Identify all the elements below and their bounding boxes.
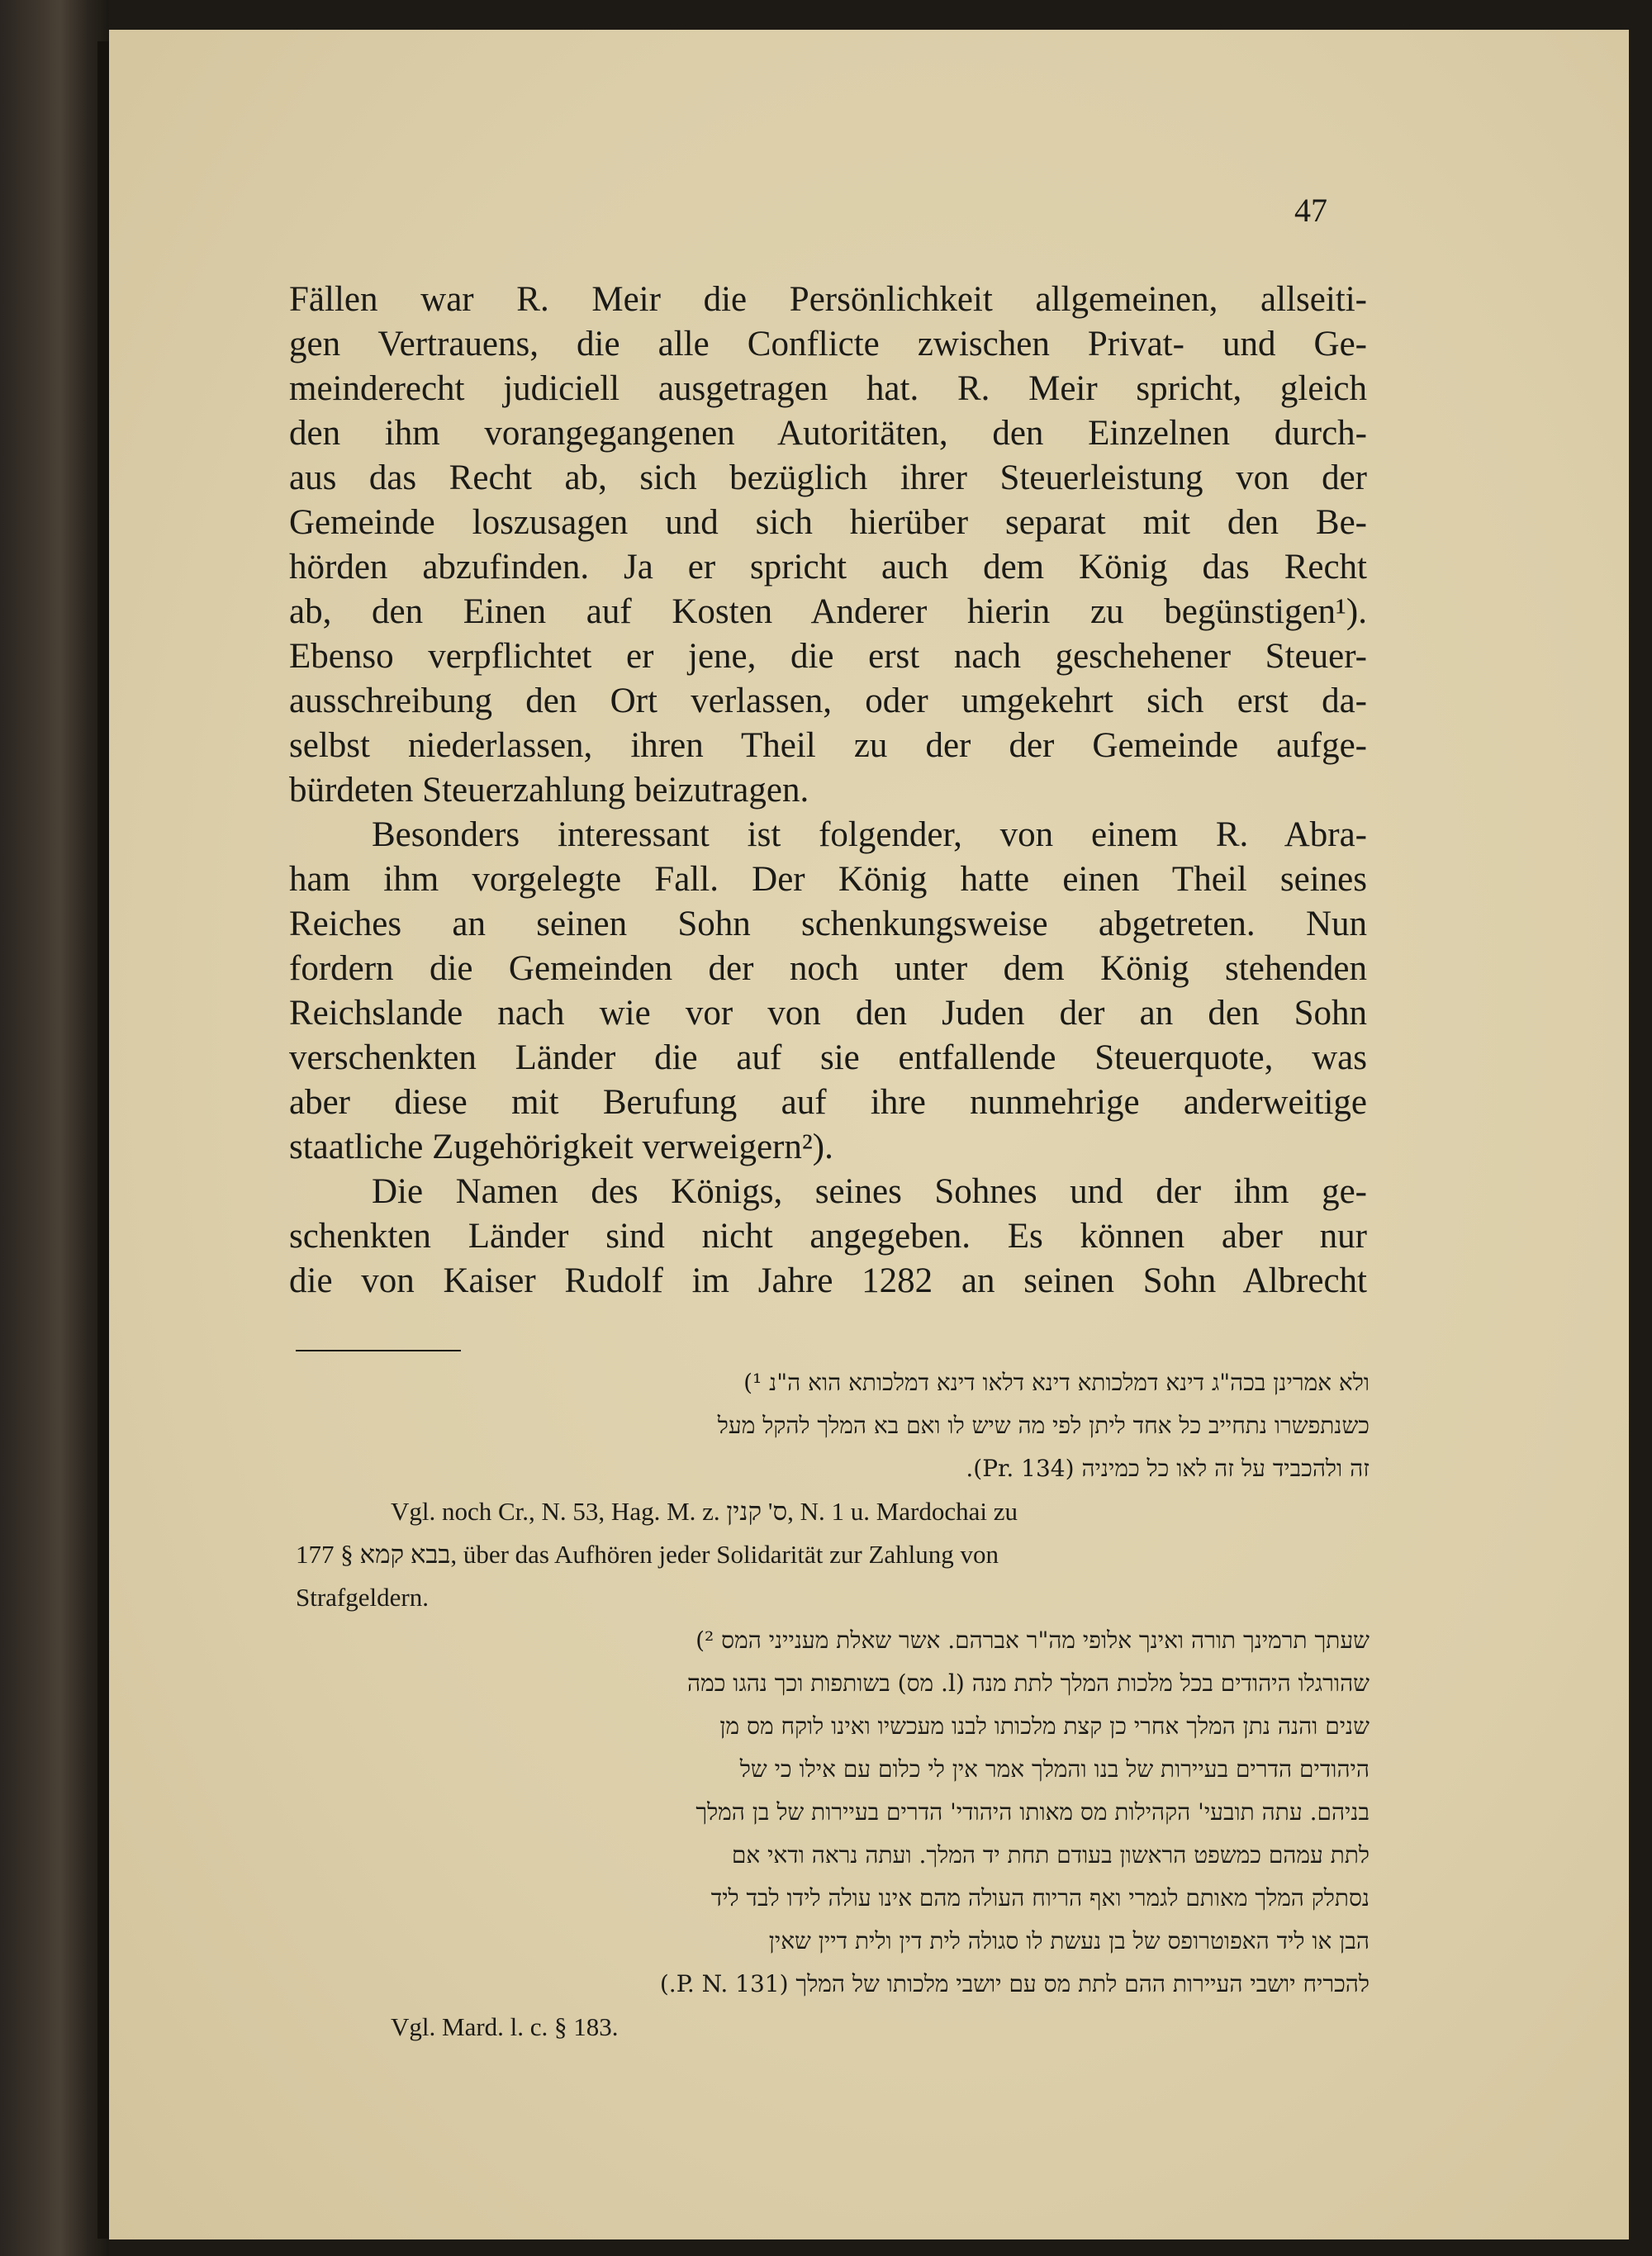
footnote-line: לתת עמהם כמשפט הראשון בעודם תחת יד המלך. ועתה נראה ודאי אם bbox=[731, 1841, 1370, 1869]
text-line: Ebenso verpflichtet er jene, die erst nach geschehener Steuer- bbox=[289, 637, 1367, 676]
footnote-reference: בבא קמא § 177, über das Aufhören jeder Solidarität zur Zahlung von bbox=[296, 1540, 999, 1569]
book-spine bbox=[0, 0, 109, 2256]
footnote-line: שנים והנה נתן המלך אחרי כן קצת מלכותו לבנו מעכשיו ואינו לוקח מס מן bbox=[719, 1712, 1370, 1740]
text-line: staatliche Zugehörigkeit verweigern²). bbox=[289, 1128, 833, 1166]
binding-edge bbox=[97, 41, 109, 2239]
text-line: den ihm vorangegangenen Autoritäten, den Einzelnen durch- bbox=[289, 414, 1367, 453]
footnote-reference: Vgl. noch Cr., N. 53, Hag. M. z. ס' קנין, N. 1 u. Mardochai zu bbox=[391, 1497, 1018, 1526]
footnote-line: ולא אמרינן בכה"ג דינא דמלכותא דינא דלאו דינא דמלכותא הוא ה"נ ¹) bbox=[743, 1369, 1370, 1396]
text-line: fordern die Gemeinden der noch unter dem König stehenden bbox=[289, 949, 1367, 988]
text-line: verschenkten Länder die auf sie entfallende Steuerquote, was bbox=[289, 1038, 1367, 1077]
footnote-line: הבן או ליד האפוטרופס של בן נעשת לו סגולה לית דין ולית דיין שאין bbox=[768, 1927, 1370, 1954]
page-number: 47 bbox=[1294, 192, 1327, 229]
text-line: selbst niederlassen, ihren Theil zu der der Gemeinde aufge- bbox=[289, 726, 1367, 765]
text-line: Reiches an seinen Sohn schenkungsweise abgetreten. Nun bbox=[289, 905, 1367, 943]
footnote-rule bbox=[296, 1350, 461, 1351]
text-line: die von Kaiser Rudolf im Jahre 1282 an seinen Sohn Albrecht bbox=[289, 1261, 1367, 1300]
text-line: Fällen war R. Meir die Persönlichkeit allgemeinen, allseiti- bbox=[289, 280, 1367, 319]
text-line: ab, den Einen auf Kosten Anderer hierin zu begünstigen¹). bbox=[289, 592, 1367, 631]
text-line: schenkten Länder sind nicht angegeben. Es können aber nur bbox=[289, 1217, 1367, 1256]
text-line: Reichslande nach wie vor von den Juden der an den Sohn bbox=[289, 994, 1367, 1033]
text-line: Gemeinde loszusagen und sich hierüber separat mit den Be- bbox=[289, 503, 1367, 542]
main-text bbox=[289, 278, 1367, 1304]
footnote-line: זה ולהכביד על זה לאו כל כמיניה (Pr. 134). bbox=[966, 1455, 1370, 1482]
text-line: gen Vertrauens, die alle Conflicte zwischen Privat- und Ge- bbox=[289, 325, 1367, 363]
text-line: meinderecht judiciell ausgetragen hat. R. Meir spricht, gleich bbox=[289, 369, 1367, 408]
footnotes bbox=[296, 1361, 1370, 2049]
footnote-line: שעתך תרמינך תורה ואינך אלופי מה"ר אברהם. אשר שאלת מענייני המס ²) bbox=[695, 1627, 1370, 1654]
text-line: hörden abzufinden. Ja er spricht auch dem König das Recht bbox=[289, 548, 1367, 587]
text-line: ham ihm vorgelegte Fall. Der König hatte einen Theil seines bbox=[289, 860, 1367, 899]
footnote-line: נסתלק המלך מאותם לגמרי ואף הריוח העולה מהם אינו עולה לידו לבד ליד bbox=[710, 1884, 1370, 1912]
text-line: Besonders interessant ist folgender, von einem R. Abra- bbox=[372, 815, 1367, 854]
footnote-line: שהורגלו היהודים בכל מלכות המלך לתת מנה (l. מס) בשותפות וכך נהגו כמה bbox=[687, 1669, 1370, 1697]
text-line: bürdeten Steuerzahlung beizutragen. bbox=[289, 771, 809, 810]
text-line: aber diese mit Berufung auf ihre nunmehrige anderweitige bbox=[289, 1083, 1367, 1122]
text-line: ausschreibung den Ort verlassen, oder umgekehrt sich erst da- bbox=[289, 682, 1367, 720]
text-line: Die Namen des Königs, seines Sohnes und der ihm ge- bbox=[372, 1172, 1367, 1211]
book-page bbox=[109, 30, 1629, 2239]
footnote-reference: Vgl. Mard. l. c. § 183. bbox=[391, 2012, 619, 2041]
footnote-line: בניהם. עתה תובעי' הקהילות מס מאותו היהודי' הדרים בעיירות של בן המלך bbox=[695, 1798, 1370, 1826]
footnote-line: להכריח יושבי העיירות ההם לתת מס עם יושבי מלכותו של המלך (P. N. 131.) bbox=[659, 1970, 1370, 1997]
text-line: aus das Recht ab, sich bezüglich ihrer Steuerleistung von der bbox=[289, 458, 1367, 497]
footnote-line: כשנתפשרו נתחייב כל אחד ליתן לפי מה שיש לו ואם בא המלך להקל מעל bbox=[717, 1412, 1370, 1439]
footnote-reference: Strafgeldern. bbox=[296, 1583, 429, 1612]
footnote-line: היהודים הדרים בעיירות של בנו והמלך אמר אין לי כלום עם אילו כי של bbox=[739, 1755, 1370, 1783]
